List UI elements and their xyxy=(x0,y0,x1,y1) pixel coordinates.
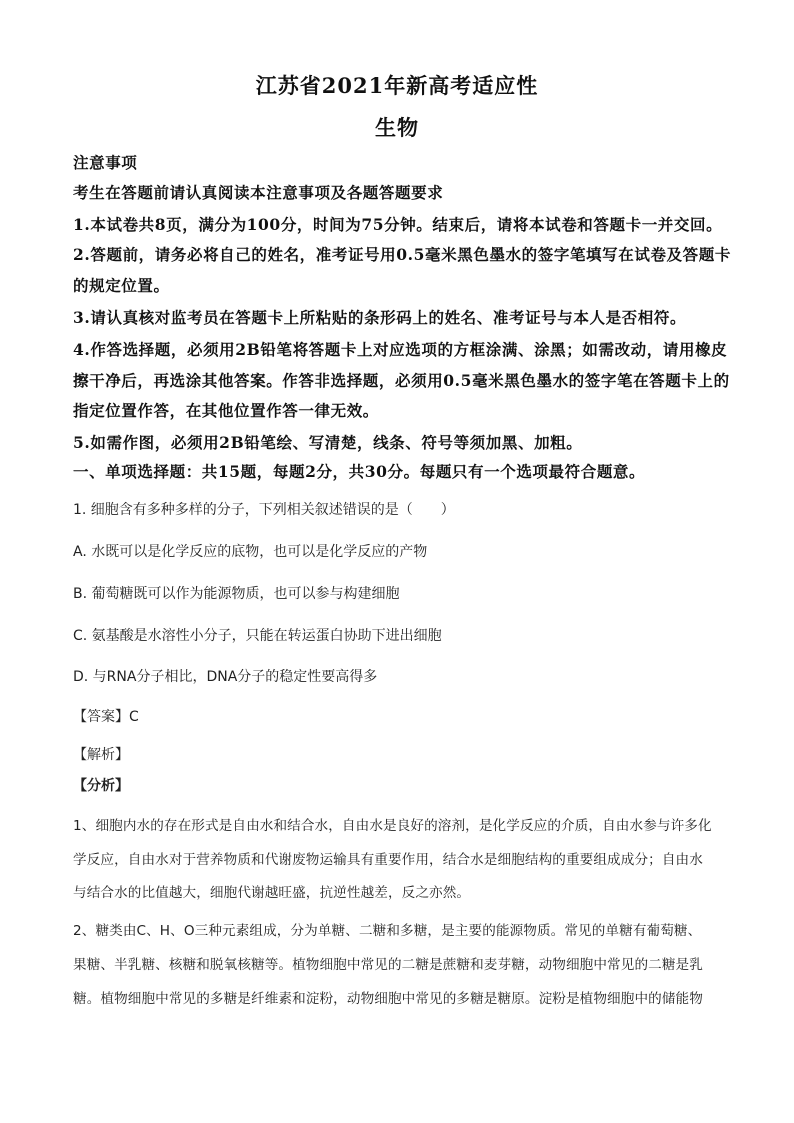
note-line: 5.如需作图，必须用2B铅笔绘、写清楚，线条、符号等须加黑、加粗。 xyxy=(73,433,583,452)
analysis-sub-label: 【分析】 xyxy=(73,778,129,794)
option-a: A. 水既可以是化学反应的底物，也可以是化学反应的产物 xyxy=(73,544,428,560)
note-line: 1.本试卷共8页，满分为100分，时间为75分钟。结束后，请将本试卷和答题卡一并交回。 xyxy=(73,215,723,234)
option-c: C. 氨基酸是水溶性小分子，只能在转运蛋白协助下进出细胞 xyxy=(73,628,442,644)
analysis-para2-line: 糖。植物细胞中常见的多糖是纤维素和淀粉，动物细胞中常见的多糖是糖原。淀粉是植物细胞中的储能物 xyxy=(73,991,703,1007)
note-line: 的规定位置。 xyxy=(73,276,170,295)
section-heading: 一、单项选择题：共15题，每题2分，共30分。每题只有一个选项最符合题意。 xyxy=(73,462,646,481)
analysis-para2-line: 果糖、半乳糖、核糖和脱氧核糖等。植物细胞中常见的二糖是蔗糖和麦芽糖，动物细胞中常见的二糖是乳 xyxy=(73,957,703,973)
exam-title: 江苏省2021年新高考适应性 xyxy=(255,73,539,98)
analysis-para2-line: 2、糖类由C、H、O三种元素组成，分为单糖、二糖和多糖，是主要的能源物质。常见的单糖有葡萄糖、 xyxy=(73,923,702,939)
analysis-para1-line: 1、细胞内水的存在形式是自由水和结合水，自由水是良好的溶剂，是化学反应的介质，自由水参与许多化 xyxy=(73,818,712,834)
subject-title: 生物 xyxy=(375,115,419,140)
notes-heading: 注意事项 xyxy=(73,153,138,172)
note-line: 擦干净后，再选涂其他答案。作答非选择题，必须用0.5毫米黑色墨水的签字笔在答题卡上的 xyxy=(73,371,730,390)
note-line: 指定位置作答，在其他位置作答一律无效。 xyxy=(73,401,379,420)
note-line: 2.答题前，请务必将自己的姓名，准考证号用0.5毫米黑色墨水的签字笔填写在试卷及答题卡 xyxy=(73,245,731,264)
answer-line xyxy=(73,706,733,726)
note-line: 4.作答选择题，必须用2B铅笔将答题卡上对应选项的方框涂满、涂黑；如需改动，请用橡皮 xyxy=(73,340,728,359)
question-stem: 1. 细胞含有多种多样的分子，下列相关叙述错误的是（ ） xyxy=(73,502,455,518)
answer-value: C xyxy=(129,709,139,725)
analysis-para1-line: 与结合水的比值越大，细胞代谢越旺盛，抗逆性越差，反之亦然。 xyxy=(73,885,471,901)
notes-intro: 考生在答题前请认真阅读本注意事项及各题答题要求 xyxy=(73,183,444,202)
analysis-para1-line: 学反应，自由水对于营养物质和代谢废物运输具有重要作用，结合水是细胞结构的重要组成成分；自由水 xyxy=(73,852,703,868)
note-line: 3.请认真核对监考员在答题卡上所粘贴的条形码上的姓名、准考证号与本人是否相符。 xyxy=(73,308,687,327)
option-b: B. 葡萄糖既可以作为能源物质，也可以参与构建细胞 xyxy=(73,586,400,602)
option-d: D. 与RNA分子相比，DNA分子的稳定性要高得多 xyxy=(73,669,378,685)
analysis-label: 【解析】 xyxy=(73,747,129,763)
answer-label: 【答案】 xyxy=(73,709,129,725)
